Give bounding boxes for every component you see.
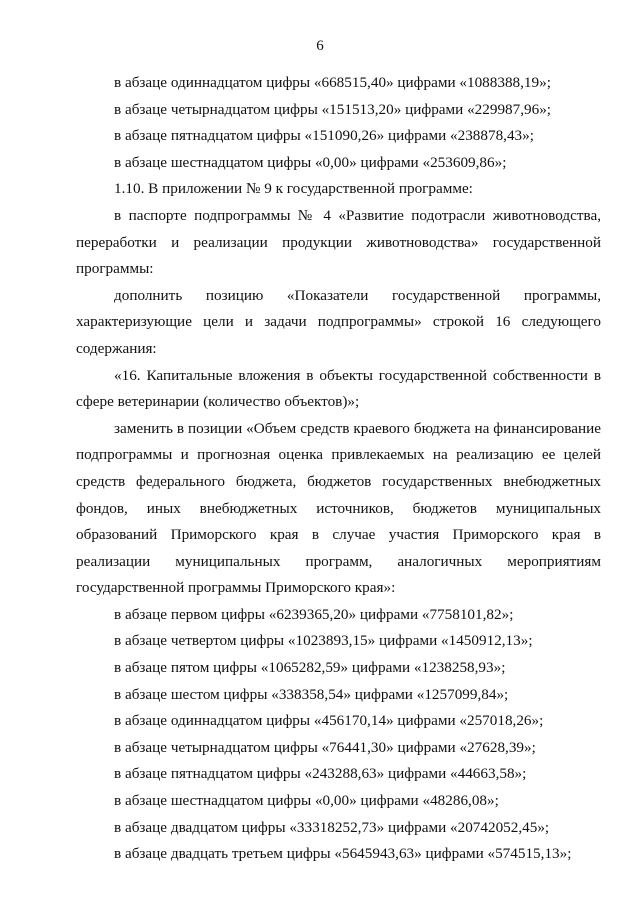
page-number: 6 — [316, 38, 324, 54]
section-heading: 1.10. В приложении № 9 к государственной программе: — [114, 180, 473, 198]
paragraph-amendment: в абзаце пятнадцатом цифры «151090,26» цифрами «238878,43»; — [114, 127, 534, 145]
paragraph-amendment: в абзаце первом цифры «6239365,20» цифрами «7758101,82»; — [114, 605, 514, 623]
paragraph-amendment: в абзаце шестом цифры «338358,54» цифрами «1257099,84»; — [114, 685, 509, 703]
paragraph-replace-position: заменить в позиции «Объем средств краевого бюджета на финансирование подпрограммы и прогнозная оценка привлекаемых на реализацию ее целей средств федерального бюджета, бюджетов государственных внебюджетных фондов, иных внебюджетных источников, бюджетов муниципальных образований Приморского края в случае участия Приморского края в реализации муниципальных программ, аналогичных мероприятиям государственной программы Приморского края»: — [76, 419, 601, 597]
paragraph-amendment: в абзаце четырнадцатом цифры «76441,30» цифрами «27628,39»; — [114, 738, 536, 756]
document-body — [76, 70, 601, 868]
paragraph-amendment: в абзаце шестнадцатом цифры «0,00» цифрами «48286,08»; — [114, 792, 499, 810]
paragraph-amendment: в абзаце шестнадцатом цифры «0,00» цифрами «253609,86»; — [114, 153, 507, 171]
paragraph-amendment: в абзаце четвертом цифры «1023893,15» цифрами «1450912,13»; — [114, 632, 533, 650]
paragraph-passport: в паспорте подпрограммы № 4 «Развитие подотрасли животноводства, переработки и реализации продукции животноводства» государственной программы: — [76, 206, 601, 278]
paragraph-amendment: в абзаце пятом цифры «1065282,59» цифрами «1238258,93»; — [114, 659, 506, 677]
paragraph-amendment: в абзаце одиннадцатом цифры «668515,40» цифрами «1088388,19»; — [114, 74, 551, 91]
paragraph-quote: «16. Капитальные вложения в объекты государственной собственности в сфере ветеринарии (количество объектов)»; — [76, 366, 601, 411]
paragraph-amendment: в абзаце четырнадцатом цифры «151513,20» цифрами «229987,96»; — [114, 100, 552, 118]
paragraph-amendment: в абзаце двадцать третьем цифры «5645943,63» цифрами «574515,13»; — [114, 845, 572, 863]
paragraph-amendment: в абзаце одиннадцатом цифры «456170,14» цифрами «257018,26»; — [114, 712, 544, 730]
paragraph-add-position: дополнить позицию «Показатели государственной программы, характеризующие цели и задачи подпрограммы» строкой 16 следующего содержания: — [76, 286, 601, 357]
paragraph-amendment: в абзаце пятнадцатом цифры «243288,63» цифрами «44663,58»; — [114, 765, 527, 783]
paragraph-amendment: в абзаце двадцатом цифры «33318252,73» цифрами «20742052,45»; — [114, 818, 550, 836]
